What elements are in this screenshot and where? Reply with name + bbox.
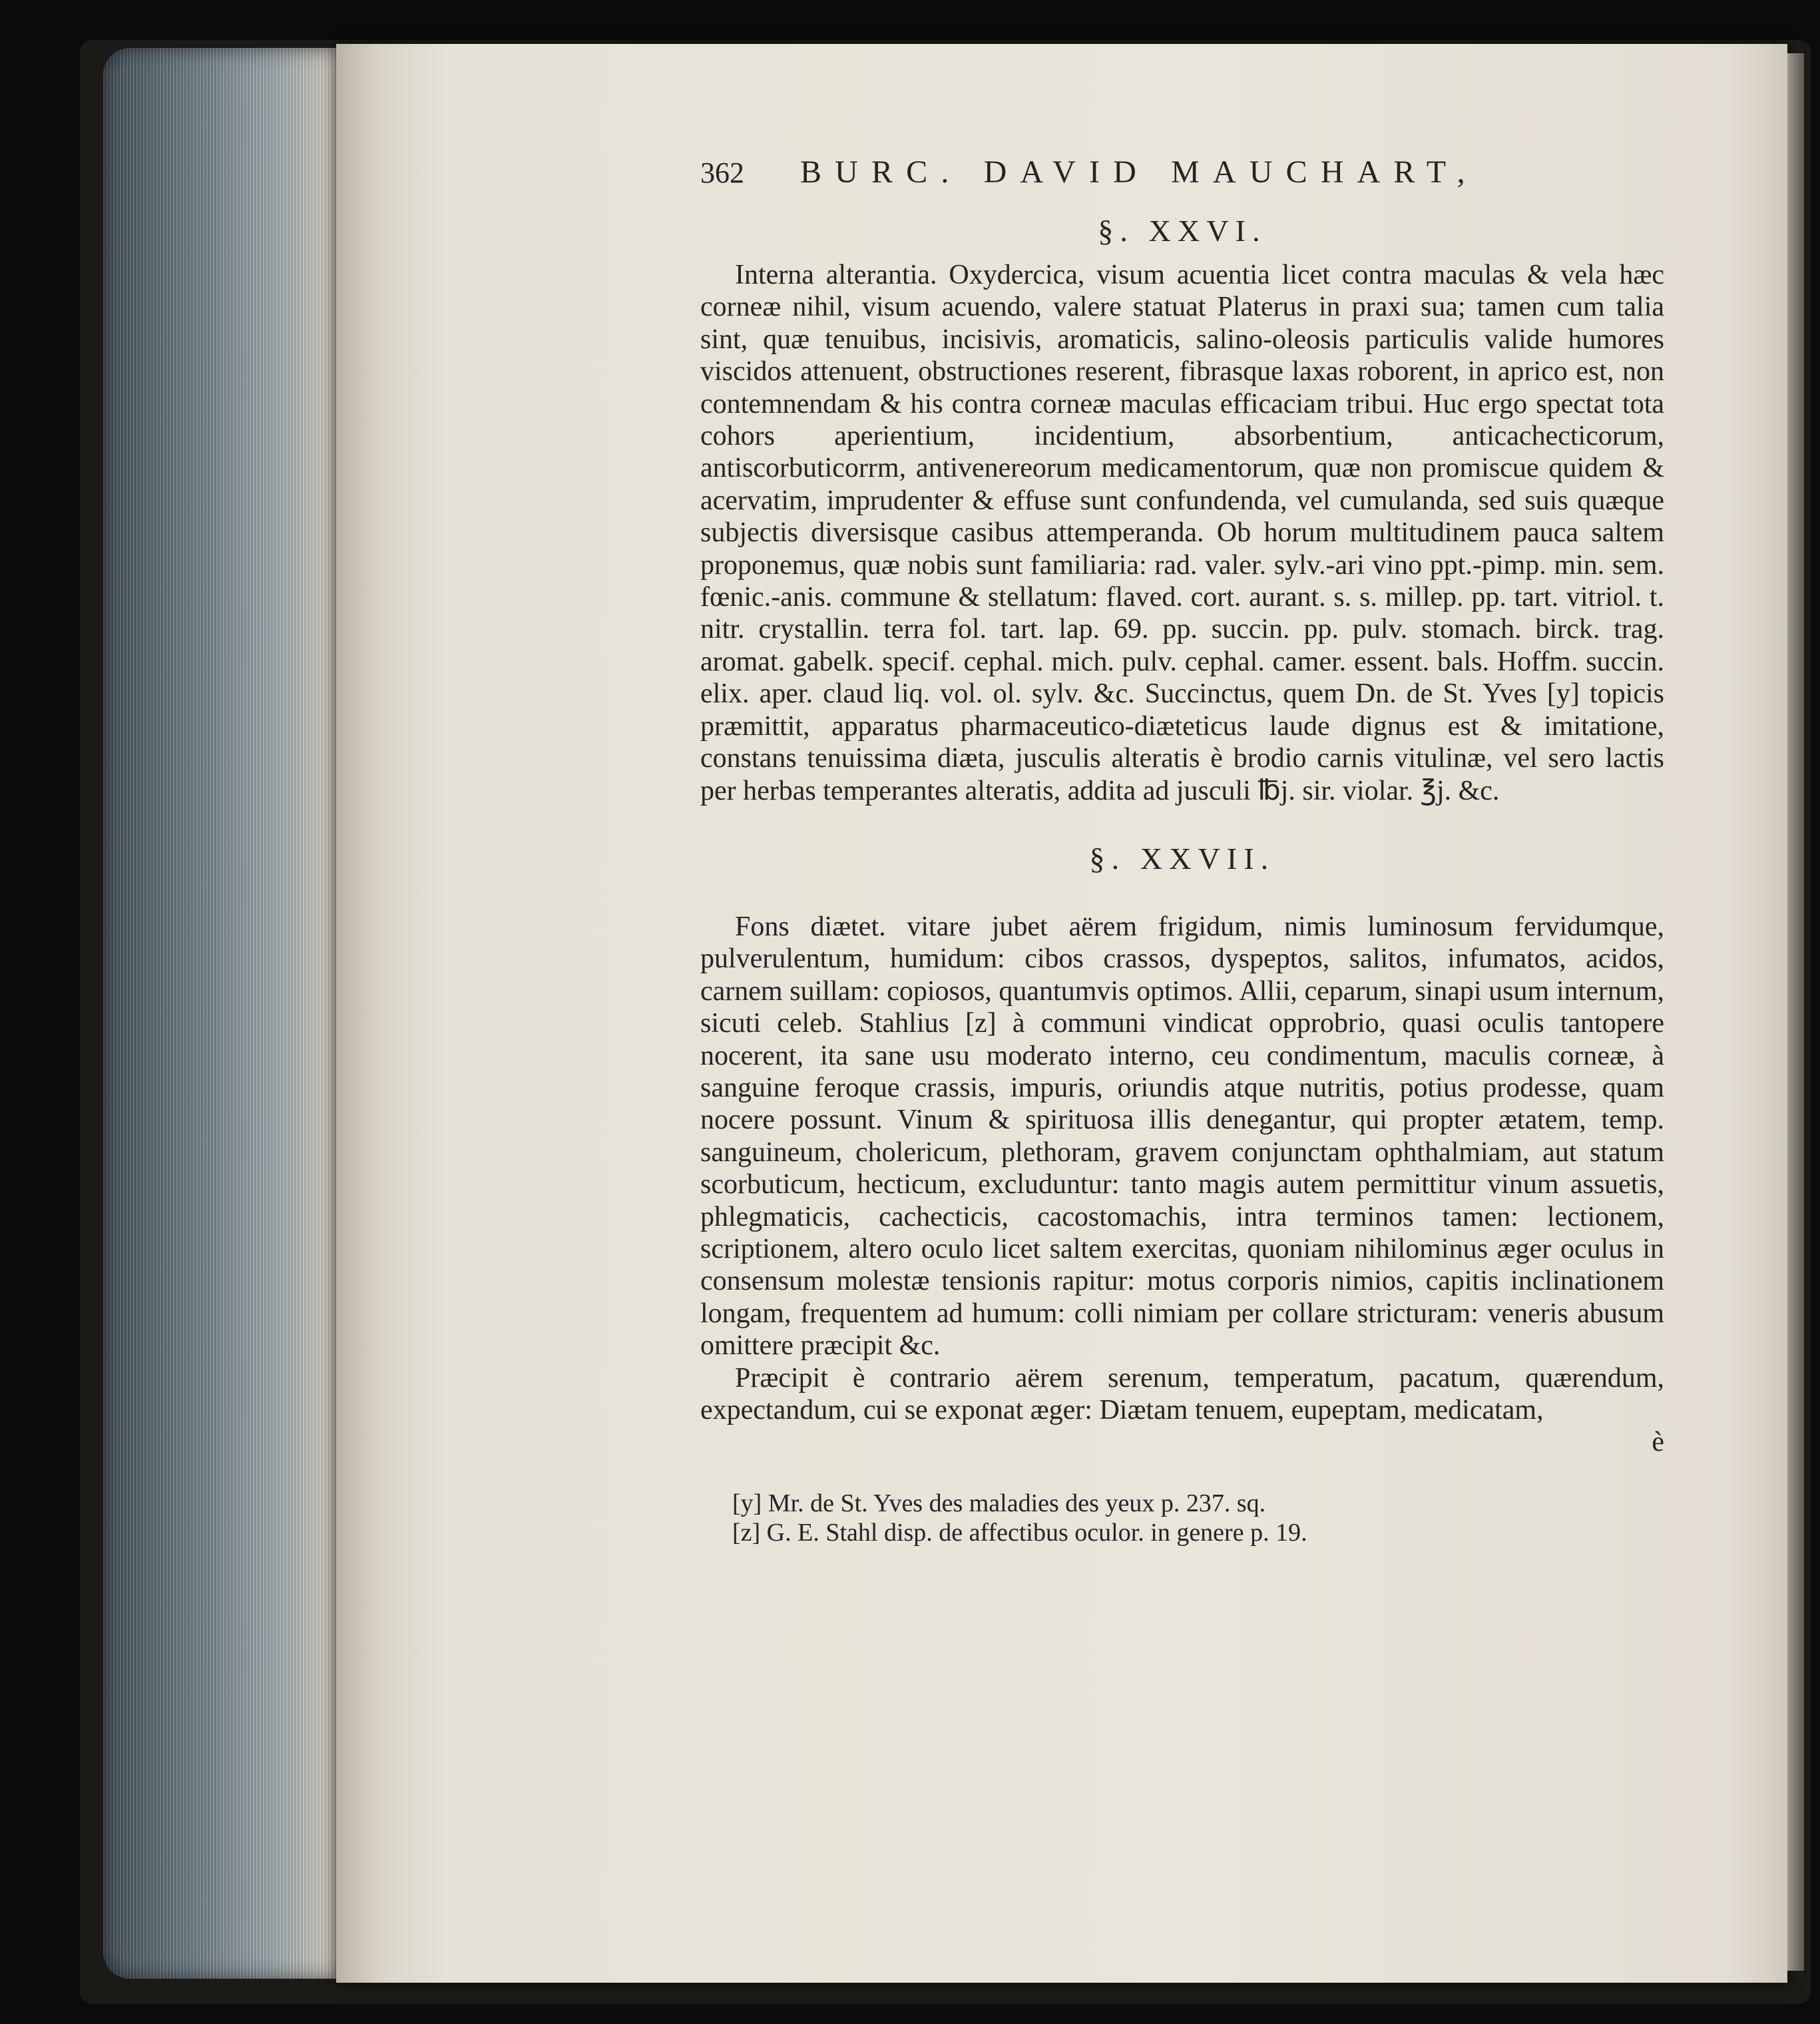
footnotes	[700, 1489, 1664, 1547]
paragraph: Interna alterantia. Oxydercica, visum acuentia licet contra maculas & vela hæc corneæ nihil, visum acuendo, valere statuat Platerus in praxi sua; tamen cum talia sint, quæ tenuibus, incisivis, aromaticis, salino-oleosis particulis valide humores viscidos attenuent, obstructiones reserent, fibrasque laxas roborent, in aprico est, non contemnendam & his contra corneæ maculas efficaciam tribui. Huc ergo spectat tota cohors aperientium, incidentium, absorbentium, anticachecticorum, antiscorbuticorrm, antivenereorum medicamentorum, quæ non promiscue quidem & acervatim, imprudenter & effuse sunt confundenda, vel cumulanda, sed suis quæque subjectis diversisque casibus attemperanda. Ob horum multitudinem pauca saltem proponemus, quæ nobis sunt familiaria: rad. valer. sylv.-ari vino ppt.-pimp. min. sem. fœnic.-anis. commune & stellatum: flaved. cort. aurant. s. s. millep. pp. tart. vitriol. t. nitr. crystallin. terra fol. tart. lap. 69. pp. succin. pp. pulv. stomach. birck. trag. aromat. gabelk. specif. cephal. mich. pulv. cephal. camer. essent. bals. Hoffm. succin. elix. aper. claud liq. vol. ol. sylv. &c. Succinctus, quem Dn. de St. Yves [y] topicis præmittit, apparatus pharmaceutico-diæteticus laude dignus est & imitatione, constans tenuissima diæta, jusculis alteratis è brodio carnis vitulinæ, vel sero lactis per herbas temperantes alteratis, addita ad jusculi ℔j. sir. violar. ℥j. &c.	[700, 260, 1664, 806]
section-heading: §. XXVII.	[1089, 841, 1275, 876]
footnote: [z] G. E. Stahl disp. de affectibus oculor. in genere p. 19.	[732, 1519, 1307, 1547]
section-heading: §. XXVI.	[1098, 214, 1267, 248]
running-title: BURC. DAVID MAUCHART,	[800, 154, 1479, 190]
page-text	[700, 156, 1664, 1547]
running-head	[700, 156, 1664, 203]
page-fold	[1787, 53, 1804, 1971]
paragraph: Præcipit è contrario aërem serenum, temperatum, pacatum, quærendum, expectandum, cui se exponat æger: Diætam tenuem, eupeptam, medicatam,	[700, 1362, 1664, 1425]
page-number: 362	[700, 156, 744, 189]
page-edges	[103, 48, 343, 1979]
paragraph: Fons diætet. vitare jubet aërem frigidum, nimis luminosum fervidumque, pulverulentum, humidum: cibos crassos, dyspeptos, salitos, infumatos, acidos, carnem suillam: copiosos, quantumvis optimos. Allii, ceparum, sinapi usum internum, sicuti celeb. Stahlius [z] à communi vindicat opprobrio, quasi oculis tantopere nocerent, ita sane usu moderato interno, ceu condimentum, maculis corneæ, à sanguine feroque crassis, impuris, oriundis atque nutritis, potius prodesse, quam nocere possunt. Vinum & spirituosa illis denegantur, qui propter ætatem, temp. sanguineum, cholericum, plethoram, gravem conjunctam ophthalmiam, aut statum scorbuticum, hecticum, excluduntur: tanto magis autem permittitur vinum assuetis, phlegmaticis, cachecticis, cacostomachis, intra terminos tamen: lectionem, scriptionem, altero oculo licet saltem exercitas, quoniam nihilominus æger oculus in consensum molestæ tensionis rapitur: motus corporis nimios, capitis inclinationem longam, frequentem ad humum: colli nimiam per collare stricturam: veneris abusum omittere præcipit &c.	[700, 911, 1664, 1362]
footnote: [y] Mr. de St. Yves des maladies des yeux p. 237. sq.	[732, 1489, 1266, 1518]
catchword: è	[1652, 1427, 1664, 1458]
